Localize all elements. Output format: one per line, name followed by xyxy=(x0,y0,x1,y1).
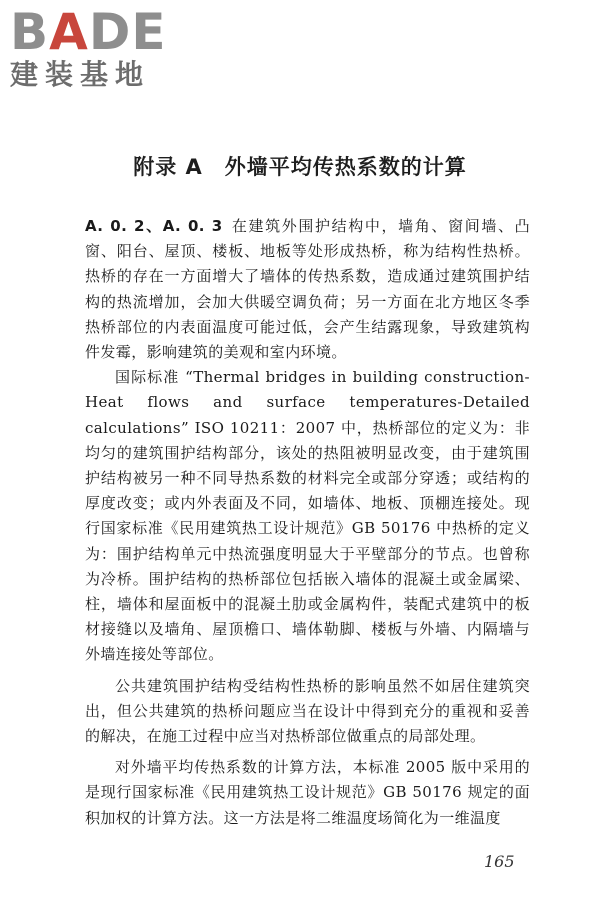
paragraph-2: 国际标准 “Thermal bridges in building construction-Heat flows and surface temperatures-Detailed calculations” ISO 10211：2007 中，热桥部位的定义为：非均匀的建筑围护结构部分，该处的热阻被明显改变，由于建筑围护结构被另一种不同导热系数的材料完全或部分穿透；或结构的厚度改变；或内外表面及不同，如墙体、地板、顶棚连接处。现行国家标准《民用建筑热工设计规范》GB 50176 中热桥的定义为：围护结构单元中热流强度明显大于平壁部分的节点。也曾称为冷桥。围护结构的热桥部位包括嵌入墙体的混凝土或金属梁、柱，墙体和屋面板中的混凝土肋或金属构件，装配式建筑中的板材接缝以及墙角、屋顶檐口、墙体勒脚、楼板与外墙、内隔墙与外墙连接处等部位。 xyxy=(85,368,530,664)
bade-logo xyxy=(10,3,180,96)
logo-wordmark: BADE xyxy=(10,3,167,61)
page-number: 165 xyxy=(484,852,515,871)
paragraph-4: 对外墙平均传热系数的计算方法，本标准 2005 版中采用的是现行国家标准《民用建筑热工设计规范》GB 50176 规定的面积加权的计算方法。这一方法是将二维温度场简化为一维温度 xyxy=(85,758,530,827)
paragraph-1: A. 0. 2、A. 0. 3 在建筑外围护结构中，墙角、窗间墙、凸窗、阳台、屋顶、楼板、地板等处形成热桥，称为结构性热桥。热桥的存在一方面增大了墙体的传热系数，造成通过建筑围护结构的热流增加，会加大供暖空调负荷；另一方面在北方地区冬季热桥部位的内表面温度可能过低，会产生结露现象，导致建筑构件发霉，影响建筑的美观和室内环境。 xyxy=(85,217,530,362)
page-title: 附录 A 外墙平均传热系数的计算 xyxy=(133,155,467,179)
body-text xyxy=(85,214,530,831)
section-reference: A. 0. 2、A. 0. 3 xyxy=(85,217,223,235)
paragraph-3: 公共建筑围护结构受结构性热桥的影响虽然不如居住建筑突出，但公共建筑的热桥问题应当在设计中得到充分的重视和妥善的解决，在施工过程中应当对热桥部位做重点的局部处理。 xyxy=(85,676,530,746)
logo-subtitle: 建装基地 xyxy=(10,58,151,91)
